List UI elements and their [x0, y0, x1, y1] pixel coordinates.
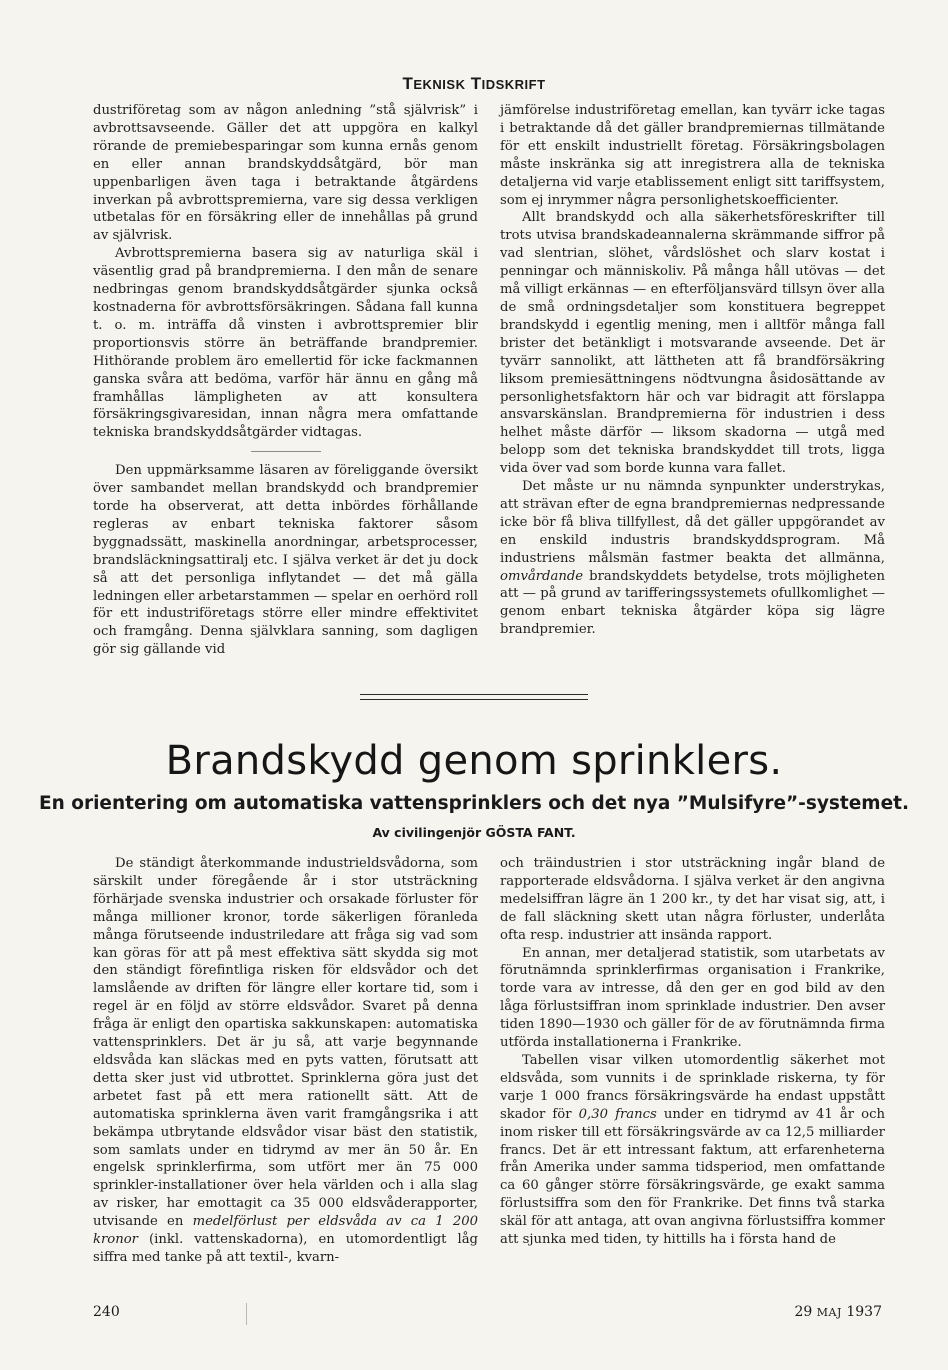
paragraph: jämförelse industriföretag emellan, kan tyvärr icke tagas i betraktande då det gäller brandpremiernas tillmätande för ett enskilt industriellt företag. Försäkringsbolagen måste inskränka sig att inregistrera alla de tekniska detaljerna vid varje etablissement enligt sitt tariffsystem, som ej inrymmer några personlighetskoefficienter.	[500, 103, 885, 208]
emphasized-word: omvårdande	[500, 568, 584, 584]
emphasized-phrase: medelförlust per eldsvåda av ca 1 200 kronor	[93, 1214, 478, 1248]
paragraph-text: (inkl. vattenskadorna), en utomordentligt låg siffra med tanke på att textil-, kvarn-	[93, 1232, 478, 1265]
paragraph: Allt brandskydd och alla säkerhetsföreskrifter till trots utvisa brandskadeannalerna skrämmande siffror på vad slentrian, slöhet, vårdslöshet och slarv kostat i penningar och människoliv. På många håll utövas — det må villigt erkännas — en efterföljansvärd tillsyn över alla de små ordningsdetaljer som konstituera begreppet brandskydd i egentlig mening, men i alltför många fall brister det betänkligt i motsvarande avseende. Det är tyvärr sannolikt, att lättheten att få brandförsäkring liksom premiesättningens nödtvungna åsidosättande av personlighetsfaktorn här och var bidragit att förslappa ansvarskänslan. Brandpremierna för industrien i dess helhet måste därför — liksom skadorna — utgå med belopp som det tekniska brandskyddet till trots, ligga vida över vad som borde kunna vara fallet.	[500, 210, 885, 477]
journal-header	[0, 74, 948, 94]
article-left-column	[93, 855, 478, 1267]
previous-article-left-column	[93, 102, 478, 659]
article-right-column	[500, 855, 885, 1249]
emphasized-value: 0,30 francs	[578, 1106, 657, 1122]
paragraph: och träindustrien i stor utsträckning ingår bland de rapporterade eldsvådorna. I själva verket är den angivna medelsiffran lägre än 1 200 kr., ty det har visat sig, att, i de fall släckning skett utan några förluster, underlåta ofta resp. industrier att insända rapport.	[500, 856, 885, 943]
section-divider	[251, 451, 321, 452]
issue-month: MAJ	[816, 1306, 842, 1319]
paragraph-text: De ständigt återkommande industrieldsvådorna, som särskilt under föregående år i stor utsträckning förhärjade svenska industrier och orsakade förluster för många millioner kronor, torde säkerligen föranleda många förutseende industriledare att fråga sig vad som kan göras för att på mest effektiva sätt skydda sig mot den ständigt förefintliga risken för eldsvådor och det lamslående av driften för längre eller kortare tid, som i regel är en följd av större eldsvådor. Svaret på denna fråga är enligt den opartiska sakkunskapen: automatiska vattensprinklers. Det är ju så, att varje begynnande eldsvåda kan släckas med en pyts vatten, förutsatt att detta sker just vid utbrottet. Sprinklerna göra just det arbetet fast på ett mera rationellt sätt. Att de automatiska sprinklerna även varit framgångsrika i att bekämpa utbrytande eldsvådor visar bäst den statistik, som samlats under en tidrymd av mer än 50 år. En engelsk sprinklerfirma, som utfört mer än 75 000 sprinkler-installationer över hela världen och i alla slag av risker, har emottagit ca 35 000 eldsvåderapporter, utvisande en	[93, 856, 478, 1230]
header-word1-rest: EKNISK	[413, 77, 466, 92]
paragraph-text: brandskyddets betydelse, trots möjligheten att — på grund av tarifferingssystemets ofullkomlighet — genom enbart tekniska åtgärder köpa sig lägre brandpremier.	[500, 568, 885, 638]
paragraph: Avbrottspremierna basera sig av naturliga skäl i väsentlig grad på brandpremierna. I den mån de senare nedbringas genom brandskyddsåtgärder sjunka också kostnaderna för avbrottsförsäkringen. Sådana fall kunna t. o. m. inträffa då vinsten i avbrottspremier blir proportionsvis större än beträffande brandpremier. Hithörande problem äro emellertid för icke fackmannen ganska svåra att bedöma, varför här ännu en gång må framhållas lämpligheten av att konsultera försäkringsgivaresidan, innan några mera omfattande tekniska brandskyddsåtgärder vidtagas.	[93, 246, 478, 441]
header-word1-initial: T	[402, 74, 414, 93]
article-subtitle: En orientering om automatiska vattensprinklers och det nya ”Mulsifyre”-systemet.	[38, 793, 909, 814]
issue-date	[795, 1304, 883, 1320]
paragraph	[93, 855, 478, 1267]
paragraph-text: Det måste ur nu nämnda synpunkter understrykas, att strävan efter de egna brandpremiernas nedpressande icke bör få bliva tillfyllest, då det gäller uppgörandet av en enskild industris brandskyddsprogram. Må industriens målsmän fastmer beakta det allmänna,	[500, 479, 885, 566]
issue-day: 29	[794, 1304, 813, 1320]
article-separator	[360, 694, 588, 700]
paragraph: En annan, mer detaljerad statistik, som utarbetats av förutnämnda sprinklerfirmas organisation i Frankrike, torde vara av intresse, då den ger en god bild av den låga förlustsiffran inom sprinklade industrier. Den avser tiden 1890—1930 och gäller för de av förutnämnda firma utförda installationerna i Frankrike.	[500, 945, 885, 1051]
paragraph: Den uppmärksamme läsaren av föreliggande översikt över sambandet mellan brandskydd och brandpremier torde ha observerat, att detta inbördes förhållande regleras av enbart tekniska faktorer såsom byggnadssätt, maskinella anordningar, arbetsprocesser, brandsläckningsattiralj etc. I själva verket är det ju dock så att det personliga inflytandet — det må gälla ledningen eller arbetarstammen — spelar en oerhörd roll för ett industriföretags större eller mindre effektivitet och framgång. Denna självklara sanning, som dagligen gör sig gällande vid	[93, 463, 478, 658]
paragraph: dustriföretag som av någon anledning ”stå självrisk” i avbrottsavseende. Gäller det att uppgöra en kalkyl rörande de premiebesparingar som kunna ernås genom en eller annan brandskyddsåtgärd, bör man uppenbarligen även taga i betraktande åtgärdens inverkan på avbrottspremierna, vare sig dessa verkligen utbetalas för en försäkring eller de innehållas på grund av självrisk.	[93, 103, 478, 244]
paragraph-text: under en tidrymd av 41 år och inom risker till ett försäkringsvärde av ca 12,5 milliarder francs. Det är ett intressant faktum, att erfarenheterna från Amerika under samma tidsperiod, men omfattande ca 60 gånger större försäkringsvärde, ge exakt samma förlustsiffra som den för Frankrike. Det finns två starka skäl för att antaga, att ovan angivna förlustsiffra kommer att sjunka med tiden, ty hittills ha i första hand de	[500, 1106, 885, 1248]
article-byline: Av civilingenjör GÖSTA FANT.	[372, 825, 576, 840]
paragraph	[500, 478, 885, 639]
previous-article-right-column	[500, 102, 885, 639]
header-word2-initial: T	[470, 74, 482, 93]
margin-mark	[246, 1303, 249, 1325]
header-word2-rest: IDSKRIFT	[481, 77, 546, 92]
page-number: 240	[93, 1304, 120, 1320]
article-title: Brandskydd genom sprinklers.	[165, 738, 783, 784]
paragraph-text: Tabellen visar vilken utomordentlig säkerhet mot eldsvåda, som vunnits i de sprinklade riskerna, ty för varje 1 000 francs försäkringsvärde ha endast uppstått skador för	[500, 1052, 885, 1122]
issue-year: 1937	[846, 1304, 882, 1320]
paragraph	[500, 1052, 885, 1249]
